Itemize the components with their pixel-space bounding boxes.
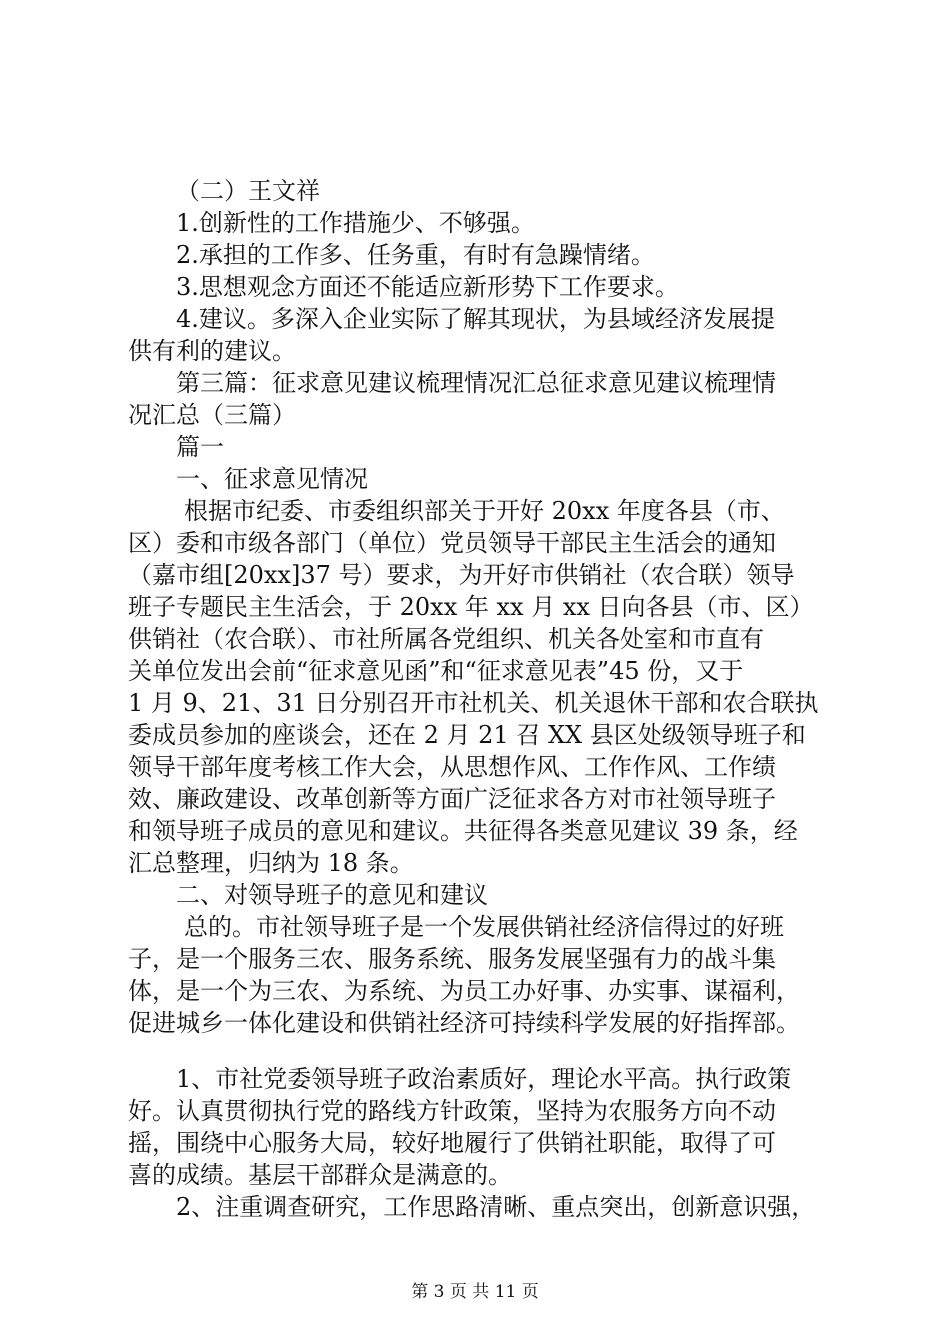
text-line: 促进城乡一体化建设和供销社经济可持续科学发展的好指挥部。 <box>128 1009 800 1037</box>
text-line: 1 月 9、21、31 日分别召开市社机关、机关退休干部和农合联执 <box>128 689 819 717</box>
text-line: 喜的成绩。基层干部群众是满意的。 <box>128 1161 512 1189</box>
text-line: 汇总整理，归纳为 18 条。 <box>128 849 414 877</box>
text-line: 体，是一个为三农、为系统、为员工办好事、办实事、谋福利， <box>128 977 800 1005</box>
text-line: （嘉市组[20xx]37 号）要求，为开好市供销社（农合联）领导 <box>128 561 795 589</box>
text-line: 1.创新性的工作措施少、不够强。 <box>176 209 535 237</box>
text-line: 供有利的建议。 <box>128 337 296 365</box>
text-line: 第三篇：征求意见建议梳理情况汇总征求意见建议梳理情 <box>176 369 776 397</box>
text-line: 4.建议。多深入企业实际了解其现状，为县域经济发展提 <box>176 305 775 333</box>
page-number-footer: 第 3 页 共 11 页 <box>411 1282 539 1302</box>
text-line: 领导干部年度考核工作大会，从思想作风、工作作风、工作绩 <box>128 753 776 781</box>
text-line: 好。认真贯彻执行党的路线方针政策，坚持为农服务方向不动 <box>128 1097 776 1125</box>
text-line: 区）委和市级各部门（单位）党员领导干部民主生活会的通知 <box>128 529 776 557</box>
text-line: 二、对领导班子的意见和建议 <box>176 881 488 909</box>
text-line: 根据市纪委、市委组织部关于开好 20xx 年度各县（市、 <box>184 497 785 525</box>
text-line: 委成员参加的座谈会，还在 2 月 21 召 XX 县区处级领导班子和 <box>128 721 806 749</box>
text-line: 效、廉政建设、改革创新等方面广泛征求各方对市社领导班子 <box>128 785 776 813</box>
text-line: 和领导班子成员的意见和建议。共征得各类意见建议 39 条，经 <box>128 817 798 845</box>
text-line: 一、征求意见情况 <box>176 465 368 493</box>
text-line: 子，是一个服务三农、服务系统、服务发展坚强有力的战斗集 <box>128 945 776 973</box>
text-line: 供销社（农合联）、市社所属各党组织、机关各处室和市直有 <box>128 625 764 653</box>
text-line: 关单位发出会前“征求意见函”和“征求意见表”45 份，又于 <box>128 657 744 685</box>
text-line: 况汇总（三篇） <box>128 401 296 429</box>
text-line: 2、注重调查研究，工作思路清晰、重点突出，创新意识强， <box>176 1193 816 1221</box>
text-line: 1、市社党委领导班子政治素质好，理论水平高。执行政策 <box>176 1065 792 1093</box>
text-line: 篇一 <box>176 433 224 461</box>
text-line: 总的。市社领导班子是一个发展供销社经济信得过的好班 <box>184 913 784 941</box>
text-line: （二）王文祥 <box>176 177 320 205</box>
text-line: 3.思想观念方面还不能适应新形势下工作要求。 <box>176 273 679 301</box>
text-line: 班子专题民主生活会，于 20xx 年 xx 月 xx 日向各县（市、区） <box>128 593 814 621</box>
text-line: 摇，围绕中心服务大局，较好地履行了供销社职能，取得了可 <box>128 1129 776 1157</box>
text-line: 2.承担的工作多、任务重，有时有急躁情绪。 <box>176 241 655 269</box>
